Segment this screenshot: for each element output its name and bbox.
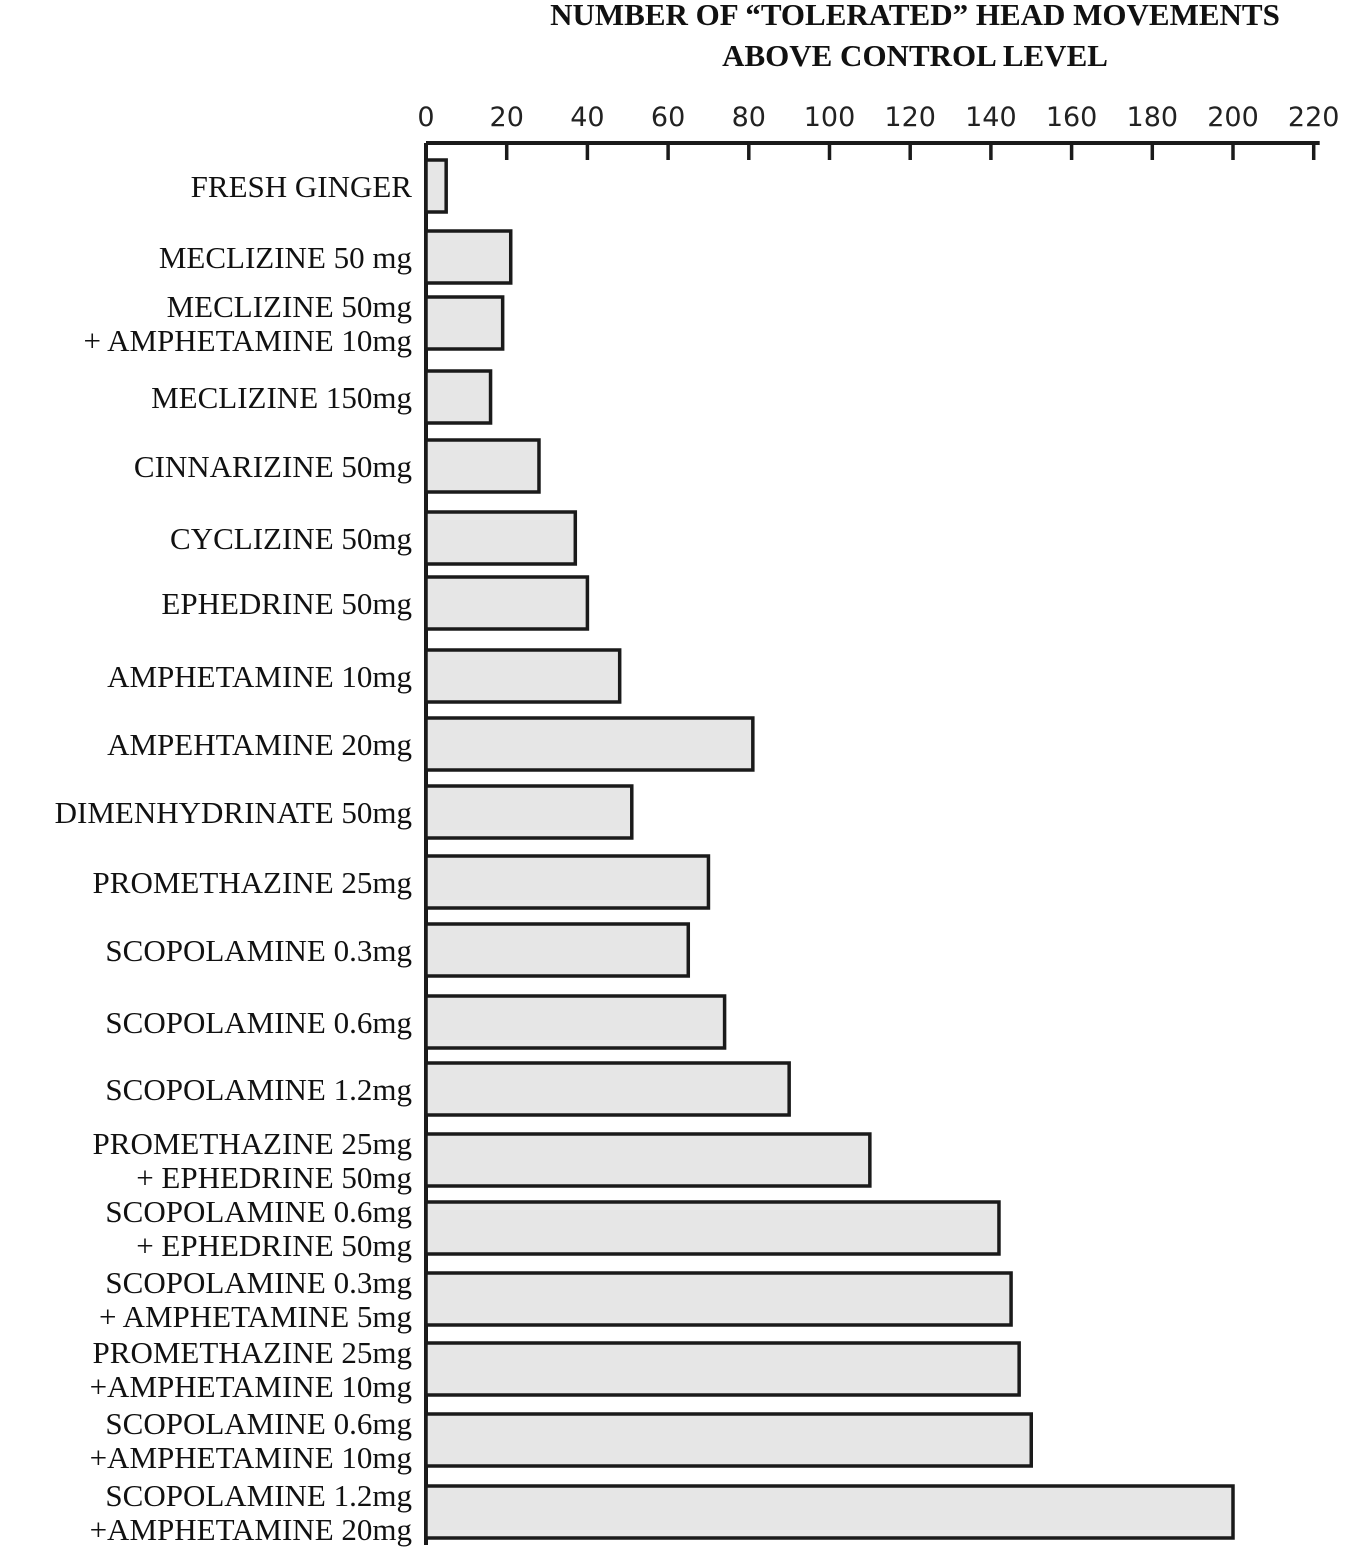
bars [426,160,1233,1538]
bar-7 [426,577,587,629]
bar-18 [426,1343,1019,1395]
category-label-4: MECLIZINE 150mg [151,380,412,415]
bar-16 [426,1202,999,1254]
chart-title-line-1: NUMBER OF “TOLERATED” HEAD MOVEMENTS [550,0,1280,32]
x-tick-label-0: 0 [417,102,435,133]
bar-4 [426,371,491,423]
bar-9 [426,718,753,770]
bar-11 [426,856,708,908]
category-label-11: PROMETHAZINE 25mg [92,865,412,900]
category-label-18-line-2: +AMPHETAMINE 10mg [89,1369,412,1404]
bar-19 [426,1414,1031,1466]
category-label-10: DIMENHYDRINATE 50mg [54,795,412,830]
category-label-3-line-1: MECLIZINE 50mg [166,289,412,324]
x-tick-label-160: 160 [1045,102,1098,133]
category-label-7: EPHEDRINE 50mg [161,586,412,621]
x-tick-label-120: 120 [884,102,936,133]
category-label-17-line-2: + AMPHETAMINE 5mg [99,1299,412,1334]
category-label-14: SCOPOLAMINE 1.2mg [105,1072,412,1107]
category-label-20-line-1: SCOPOLAMINE 1.2mg [105,1478,412,1513]
category-label-8: AMPHETAMINE 10mg [107,659,412,694]
bar-5 [426,440,539,492]
chart-title-line-2: ABOVE CONTROL LEVEL [722,38,1108,73]
category-label-3-line-2: + AMPHETAMINE 10mg [83,323,412,358]
bar-6 [426,512,575,564]
category-label-1: FRESH GINGER [190,169,412,204]
x-tick-label-180: 180 [1126,102,1179,133]
category-label-19-line-1: SCOPOLAMINE 0.6mg [105,1406,412,1441]
category-label-16-line-2: + EPHEDRINE 50mg [136,1228,412,1263]
category-label-12: SCOPOLAMINE 0.3mg [105,933,412,968]
x-tick-label-60: 60 [650,102,686,133]
category-label-19-line-2: +AMPHETAMINE 10mg [89,1440,412,1475]
category-label-18-line-1: PROMETHAZINE 25mg [92,1335,412,1370]
category-label-2: MECLIZINE 50 mg [158,240,412,275]
bar-13 [426,996,725,1048]
bar-1 [426,160,446,212]
bar-3 [426,297,503,349]
bar-15 [426,1134,870,1186]
category-labels [55,169,413,1547]
chart-title [550,0,1280,73]
x-tick-label-20: 20 [489,102,524,133]
x-tick-label-220: 220 [1287,102,1340,133]
category-label-9: AMPEHTAMINE 20mg [107,727,412,762]
category-label-6: CYCLIZINE 50mg [170,521,412,556]
bar-12 [426,924,688,976]
bar-2 [426,231,511,283]
bar-17 [426,1273,1011,1325]
bar-10 [426,786,632,838]
category-label-16-line-1: SCOPOLAMINE 0.6mg [105,1194,412,1229]
category-label-13: SCOPOLAMINE 0.6mg [105,1005,412,1040]
bar-20 [426,1486,1233,1538]
x-tick-label-80: 80 [731,102,766,133]
category-label-15-line-2: + EPHEDRINE 50mg [136,1160,412,1195]
category-label-17-line-1: SCOPOLAMINE 0.3mg [105,1265,412,1300]
category-label-15-line-1: PROMETHAZINE 25mg [92,1126,412,1161]
x-tick-label-40: 40 [570,102,605,133]
bar-8 [426,650,620,702]
bar-14 [426,1063,789,1115]
category-label-20-line-2: +AMPHETAMINE 20mg [89,1512,412,1547]
category-label-5: CINNARIZINE 50mg [133,449,412,484]
x-tick-label-100: 100 [803,102,856,133]
x-tick-label-140: 140 [965,102,1017,133]
x-tick-label-200: 200 [1207,102,1259,133]
